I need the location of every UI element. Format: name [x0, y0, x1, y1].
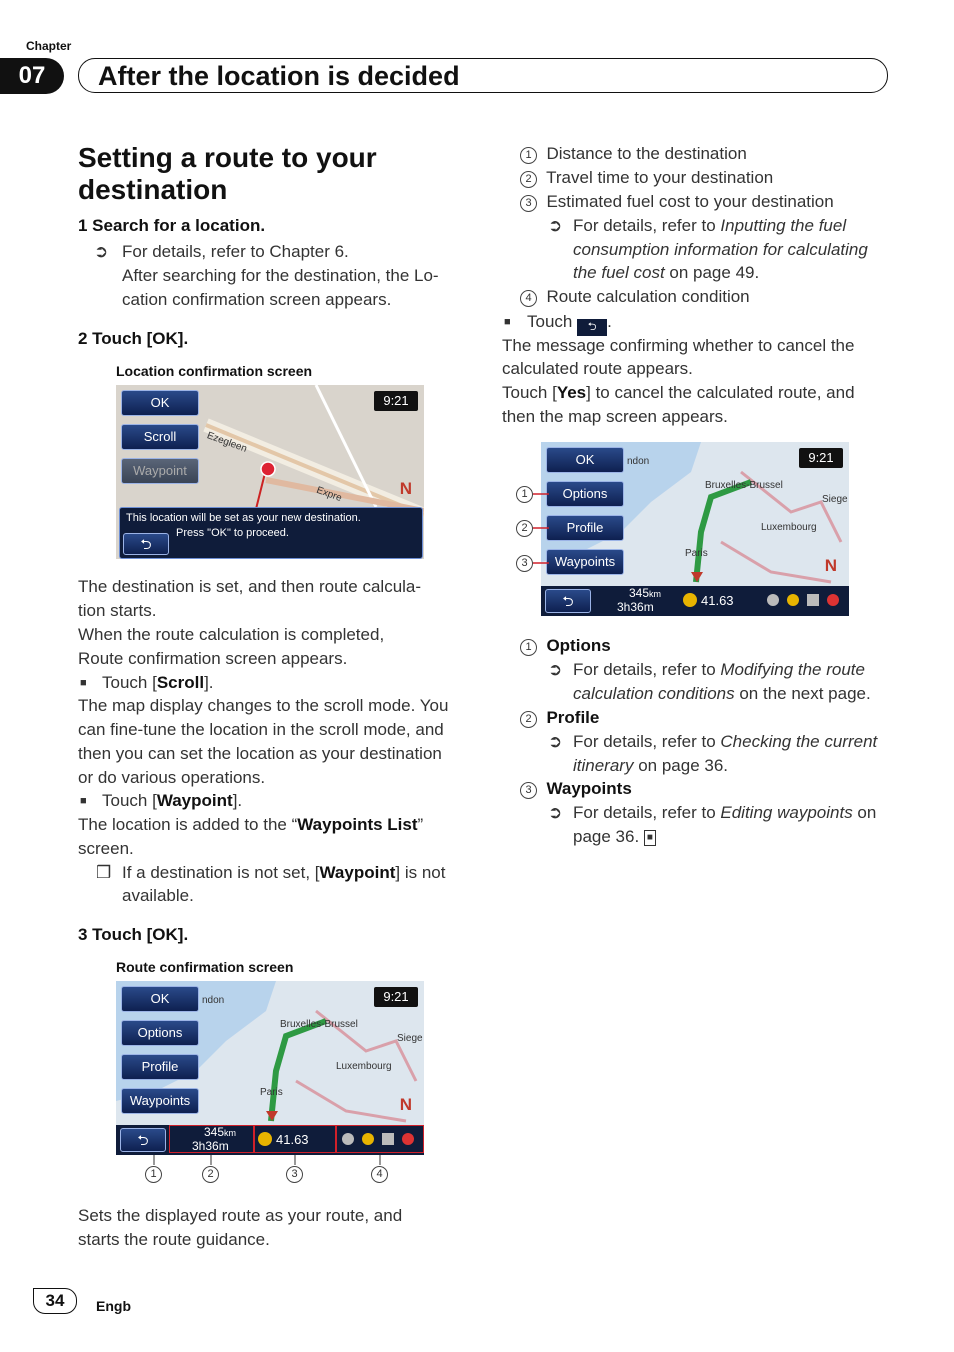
- highway-icon: [807, 594, 819, 606]
- ref-prefix: For details, refer to: [573, 660, 721, 679]
- waypoint-word: Waypoint: [319, 863, 396, 882]
- callout-number-1: [516, 485, 533, 503]
- chapter-title: After the location is decided: [98, 61, 460, 91]
- reference-line: [573, 682, 871, 706]
- route-screen-caption: Route confirmation screen: [116, 959, 294, 975]
- callout-leader-lines: [533, 485, 551, 575]
- reference-line: [573, 261, 759, 285]
- callout-label: 4: [371, 1166, 388, 1183]
- callout-label: 2: [520, 171, 537, 188]
- callout-box-1-2: [169, 1125, 254, 1153]
- step-1-reference: For details, refer to Chapter 6.: [122, 242, 349, 261]
- waypoint-text-line1: [78, 813, 423, 837]
- body-text: starts the route guidance.: [78, 1230, 270, 1249]
- callout-label: 2: [202, 1166, 219, 1183]
- travel-time-value: 3h36m: [192, 1139, 229, 1153]
- profile-heading: [520, 706, 599, 730]
- reference-line: [573, 754, 728, 778]
- body-text: then the map screen appears.: [502, 407, 728, 426]
- waypoint-word: Waypoint: [156, 791, 233, 810]
- legend-item-4: [520, 285, 750, 309]
- step-3-heading: 3 Touch [OK].: [78, 925, 189, 944]
- route-confirmation-screenshot-2: [541, 442, 849, 616]
- north-icon: N: [824, 556, 837, 575]
- callout-number-3: [286, 1165, 303, 1183]
- ref-page: on page 49.: [664, 263, 760, 282]
- route-confirmation-screenshot: [116, 981, 424, 1155]
- confirmation-message-line2: Press "OK" to proceed.: [176, 527, 289, 539]
- heading-text: Profile: [546, 708, 600, 727]
- section-title-line2: destination: [78, 174, 228, 205]
- location-confirmation-screenshot: [116, 385, 424, 559]
- scroll-word: Scroll: [156, 673, 205, 692]
- map-road-label: Ezegleen: [205, 430, 249, 455]
- back-button[interactable]: ⮌: [545, 589, 591, 613]
- touch-suffix: ].: [232, 791, 243, 810]
- arrow-icon: ➲: [548, 803, 563, 822]
- end-mark-icon: ■: [644, 830, 656, 846]
- ref-link-text: Inputting the fuel: [720, 216, 847, 235]
- options-heading: [520, 634, 611, 658]
- body-text: Route confirmation screen appears.: [78, 649, 348, 668]
- step-2-heading: 2 Touch [OK].: [78, 329, 189, 348]
- distance-number: 345: [204, 1125, 225, 1139]
- callout-label: 1: [516, 486, 533, 503]
- touch-scroll-line: [102, 671, 214, 695]
- touch-word: Touch: [527, 312, 573, 331]
- callout-label: 2: [516, 520, 533, 537]
- body-text: screen.: [78, 839, 134, 858]
- back-button[interactable]: ⮌: [123, 533, 169, 555]
- ref-link-text: consumption information for calculating: [573, 240, 868, 259]
- distance-number: 345: [629, 586, 650, 600]
- yes-word: Yes: [556, 383, 587, 402]
- arrow-icon: ➲: [548, 216, 563, 235]
- map-road-label: Expre: [314, 484, 344, 505]
- route-condition-icon: [767, 594, 779, 606]
- location-screen-caption: Location confirmation screen: [116, 363, 313, 379]
- legend-text: Estimated fuel cost to your destination: [546, 192, 834, 211]
- note-text-line2: available.: [122, 886, 194, 905]
- body-text: then you can set the location as your destination: [78, 744, 442, 763]
- fuel-cost-value: 41.63: [701, 593, 734, 608]
- legend-text: Travel time to your destination: [546, 168, 774, 187]
- reference-line: [573, 801, 876, 825]
- callout-number-2: [516, 519, 533, 537]
- ref-page: page 36.: [573, 827, 640, 846]
- waypoint-button[interactable]: Waypoint: [121, 458, 199, 484]
- profile-button[interactable]: Profile: [546, 515, 624, 541]
- back-button[interactable]: ⮌: [120, 1128, 166, 1152]
- step-1-arrow-icon: ➲: [94, 242, 109, 261]
- chapter-number-badge: 07: [0, 58, 64, 94]
- body-text: When the route calculation is completed,: [78, 625, 385, 644]
- callout-box-3: [254, 1125, 336, 1153]
- touch-back-line: [527, 310, 612, 336]
- touch-dot: .: [607, 312, 612, 331]
- arrow-icon: ➲: [548, 660, 563, 679]
- toll-icon: [787, 594, 799, 606]
- map-city-label: Paris: [685, 548, 708, 559]
- clock: 9:21: [374, 987, 418, 1007]
- confirmation-message-line1: This location will be set as your new destination.: [126, 512, 361, 524]
- heading-text: Options: [546, 636, 611, 655]
- ref-page: on page 36.: [633, 756, 728, 775]
- body-text: The map display changes to the scroll mode. You: [78, 696, 449, 715]
- ref-link-text: Checking the current: [720, 732, 878, 751]
- map-city-label: Luxembourg: [761, 522, 817, 533]
- map-city-label: Bruxelles-Brussel: [280, 1019, 358, 1030]
- callout-box-4: [336, 1125, 424, 1153]
- legend-item-2: [520, 166, 773, 190]
- bullet-icon: ■: [504, 316, 511, 328]
- callout-label: 3: [520, 782, 537, 799]
- yes-line: [502, 381, 855, 405]
- map-city-label: Luxembourg: [336, 1061, 392, 1072]
- callout-label: 3: [286, 1166, 303, 1183]
- section-title: [78, 142, 478, 206]
- callout-label: 1: [520, 147, 537, 164]
- note-suffix: ] is not: [395, 863, 446, 882]
- reference-line: [573, 214, 846, 238]
- ref-link-text: itinerary: [573, 756, 634, 775]
- note-prefix: If a destination is not set, [: [122, 863, 320, 882]
- clock: 9:21: [799, 448, 843, 468]
- ref-prefix: For details, refer to: [573, 216, 721, 235]
- route-info-bar: [541, 586, 849, 616]
- waypoints-list-word: Waypoints List: [297, 815, 418, 834]
- scroll-button[interactable]: Scroll: [121, 424, 199, 450]
- travel-time-value: 3h36m: [617, 600, 654, 614]
- map-city-label: Siege: [397, 1033, 423, 1044]
- north-icon: N: [399, 479, 412, 498]
- step-1-text-line1: After searching for the destination, the Lo-: [122, 266, 439, 285]
- touch-prefix: Touch [: [102, 673, 157, 692]
- distance-value: [629, 586, 661, 600]
- ref-prefix: For details, refer to: [573, 732, 721, 751]
- step-1-text-line2: cation confirmation screen appears.: [122, 290, 392, 309]
- body-text: The message confirming whether to cancel the: [502, 336, 855, 355]
- arrow-icon: ➲: [548, 732, 563, 751]
- ref-prefix: For details, refer to: [573, 803, 721, 822]
- map-city-label: ndon: [627, 456, 650, 467]
- map-city-label: Siege: [822, 494, 848, 505]
- callout-label: 4: [520, 290, 537, 307]
- options-button[interactable]: Options: [121, 1020, 199, 1046]
- callout-number-3: [516, 554, 533, 572]
- heading-text: Waypoints: [546, 779, 632, 798]
- ok-button[interactable]: OK: [121, 390, 199, 416]
- distance-unit: km: [649, 589, 662, 599]
- step-1-heading: 1 Search for a location.: [78, 216, 266, 235]
- touch-suffix: ].: [204, 673, 214, 692]
- yes-suffix: ] to cancel the calculated route, and: [586, 383, 855, 402]
- bullet-icon: ■: [80, 795, 87, 807]
- back-icon: ⮌: [577, 319, 607, 336]
- touch-prefix: Touch [: [102, 791, 157, 810]
- reference-line: [573, 730, 877, 754]
- wp-suffix: ”: [417, 815, 424, 834]
- profile-button[interactable]: Profile: [121, 1054, 199, 1080]
- touch-waypoint-line: [102, 789, 242, 813]
- callout-number-1: [145, 1165, 162, 1183]
- reference-line: [573, 825, 656, 849]
- body-text: Sets the displayed route as your route, and: [78, 1206, 403, 1225]
- note-icon: ❒: [96, 863, 112, 882]
- callout-label: 1: [520, 639, 537, 656]
- legend-item-1: [520, 142, 747, 166]
- section-title-line1: Setting a route to your: [78, 142, 377, 173]
- callout-label: 3: [520, 195, 537, 212]
- callout-number-4: [371, 1165, 388, 1183]
- map-city-label: ndon: [202, 995, 225, 1006]
- legend-text: Route calculation condition: [546, 287, 750, 306]
- callout-label: 2: [520, 711, 537, 728]
- ref-page: on the next page.: [734, 684, 871, 703]
- body-text: calculated route appears.: [502, 359, 693, 378]
- bullet-icon: ■: [80, 677, 87, 689]
- ref-link-text: the fuel cost: [573, 263, 665, 282]
- ref-link-text: calculation conditions: [573, 684, 735, 703]
- map-city-label: Paris: [260, 1087, 283, 1098]
- legend-item-3: [520, 190, 834, 214]
- ref-link-text: Modifying the route: [720, 660, 865, 679]
- distance-unit: km: [224, 1128, 237, 1138]
- fuel-cost-value: 41.63: [276, 1132, 309, 1147]
- north-icon: N: [399, 1095, 412, 1114]
- waypoints-button[interactable]: Waypoints: [546, 549, 624, 575]
- callout-label: 1: [145, 1166, 162, 1183]
- fuel-icon: [683, 593, 697, 607]
- options-button[interactable]: Options: [546, 481, 624, 507]
- clock: 9:21: [374, 391, 418, 411]
- ferry-icon: [827, 594, 839, 606]
- ref-link-text: Editing waypoints: [720, 803, 853, 822]
- ref-on: on: [852, 803, 877, 822]
- yes-prefix: Touch [: [502, 383, 557, 402]
- chapter-label: Chapter: [26, 39, 72, 53]
- body-text: can fine-tune the location in the scroll mode, and: [78, 720, 444, 739]
- note-text-line1: [122, 861, 445, 885]
- confirmation-message-box: [119, 507, 423, 559]
- waypoints-heading: [520, 777, 632, 801]
- callout-label: 3: [516, 555, 533, 572]
- body-text: tion starts.: [78, 601, 157, 620]
- ok-button[interactable]: OK: [546, 447, 624, 473]
- legend-text: Distance to the destination: [546, 144, 747, 163]
- reference-line: [573, 658, 865, 682]
- ok-button[interactable]: OK: [121, 986, 199, 1012]
- body-text: or do various operations.: [78, 768, 266, 787]
- map-city-label: Bruxelles-Brussel: [705, 480, 783, 491]
- page-number: 34: [33, 1288, 77, 1314]
- body-text: The destination is set, and then route calcula-: [78, 577, 422, 596]
- waypoints-button[interactable]: Waypoints: [121, 1088, 199, 1114]
- wp-prefix: The location is added to the “: [78, 815, 298, 834]
- callout-number-2: [202, 1165, 219, 1183]
- language-code: Engb: [96, 1298, 131, 1314]
